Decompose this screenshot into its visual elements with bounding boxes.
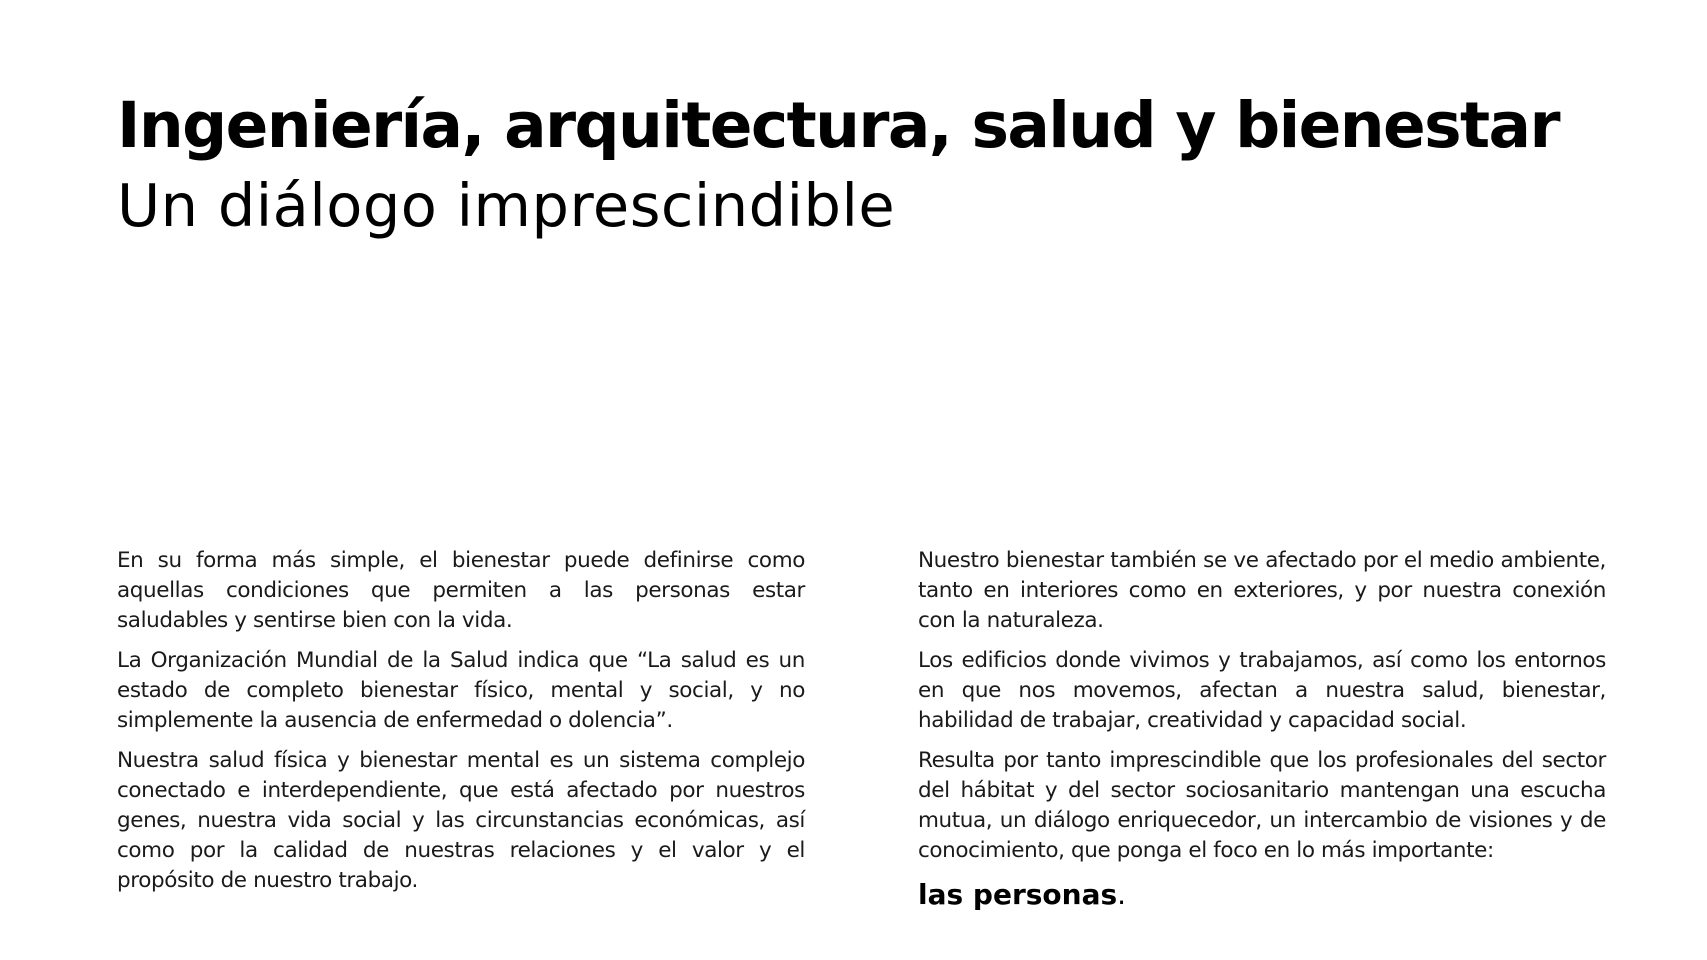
left-paragraph-2: La Organización Mundial de la Salud indica que “La salud es un estado de completo bienestar físico, mental y social, y no simplemente la ausencia de enfermedad o dolencia”.: [117, 648, 805, 733]
right-paragraph-2: Los edificios donde vivimos y trabajamos, así como los entornos en que nos movemos, afectan a nuestra salud, bienestar, habilidad de trabajar, creatividad y capacidad social.: [918, 648, 1606, 733]
header: [117, 86, 1597, 246]
right-paragraph-3: Resulta por tanto imprescindible que los profesionales del sector del hábitat y del sector sociosanitario mantengan una escucha mutua, un diálogo enriquecedor, un intercambio de visiones y de conocimiento, que ponga el foco en lo más importante:: [918, 748, 1606, 863]
closing-statement: [918, 878, 1606, 912]
left-paragraph-1: En su forma más simple, el bienestar puede definirse como aquellas condiciones que permiten a las personas estar saludables y sentirse bien con la vida.: [117, 548, 805, 633]
right-paragraph-1: Nuestro bienestar también se ve afectado por el medio ambiente, tanto en interiores como en exteriores, y por nuestra conexión con la naturaleza.: [918, 548, 1606, 633]
right-column: [918, 546, 1606, 912]
left-paragraph-3: Nuestra salud física y bienestar mental es un sistema complejo conectado e interdependiente, que está afectado por nuestros genes, nuestra vida social y las circunstancias económicas, así como por la calidad de nuestras relaciones y el valor y el propósito de nuestro trabajo.: [117, 748, 805, 893]
closing-punctuation: .: [1117, 878, 1127, 911]
closing-emphasis: las personas: [918, 878, 1118, 911]
page-title: Ingeniería, arquitectura, salud y bienestar: [117, 89, 1559, 162]
left-column: [117, 546, 805, 906]
page-subtitle: Un diálogo imprescindible: [117, 171, 896, 240]
